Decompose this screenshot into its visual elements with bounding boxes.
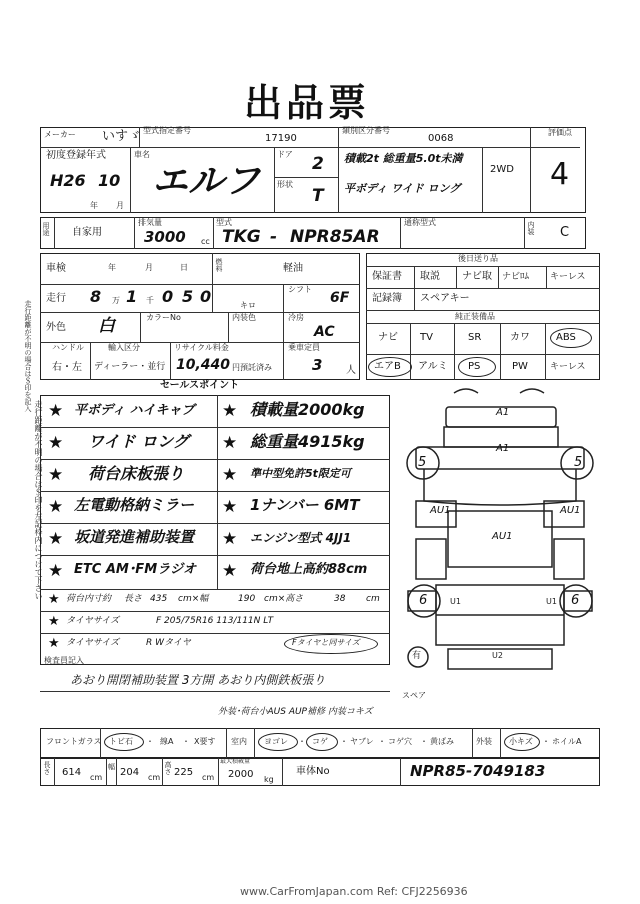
- star-icon: ★: [222, 529, 238, 549]
- color-value: 白: [98, 316, 115, 336]
- star-icon: ★: [48, 636, 60, 651]
- sales-point-right-5: エンジン型式 4JJ1: [250, 531, 352, 545]
- sales-point-right-6: 荷台地上高約88cm: [250, 562, 368, 577]
- fuel-value: 軽油: [283, 263, 303, 274]
- equip-ps: PS: [468, 361, 481, 372]
- damage-mark: 6: [419, 593, 428, 608]
- width-label: 幅: [108, 763, 115, 771]
- star-icon: ★: [222, 433, 238, 453]
- mileage-digit-4: 5: [182, 287, 194, 306]
- recycle-value: 10,440: [176, 357, 231, 373]
- tire-label-front: タイヤサイズ: [66, 616, 120, 626]
- side-note-2: 走行距離が不明の場合は＄印を左記枠内につけて下さい: [34, 400, 43, 600]
- damage-mark: 6: [571, 593, 580, 608]
- separator-dot: ・: [340, 737, 348, 746]
- page-title: 出品票: [244, 80, 371, 125]
- separator-dot: ・: [542, 737, 550, 746]
- side-note: 走行距離が不明の場合は＄印を記入: [24, 300, 32, 412]
- mileage-digit-3: 0: [162, 287, 174, 306]
- first-reg-label: 初度登録年式: [46, 150, 106, 161]
- separator-dot: ・: [420, 737, 428, 746]
- star-icon: ★: [48, 433, 64, 453]
- mileage-unit-man: 万: [112, 296, 120, 305]
- class-no-label: 類別区分番号: [342, 126, 390, 135]
- spec-line-2: 平ボディ ワイド ロング: [344, 182, 461, 195]
- inspection-label: 車検: [46, 263, 66, 274]
- width-value: 204: [120, 767, 140, 778]
- spare-label: スペア: [402, 691, 426, 700]
- chassis-label: 車体No: [296, 766, 330, 777]
- equip-airbag: エアB: [374, 361, 401, 372]
- model-label: 型式: [216, 218, 232, 227]
- sales-point-right-1: 積載量2000kg: [250, 400, 365, 419]
- maker-value: いすゞ: [102, 129, 142, 144]
- maker-label: メーカー: [44, 130, 76, 139]
- shift-label: シフト: [288, 285, 312, 294]
- tire-label-rear: タイヤサイズ: [66, 638, 120, 648]
- load-value: 2000: [228, 769, 254, 780]
- length-label: 長さ: [43, 761, 51, 775]
- star-icon: ★: [222, 401, 238, 421]
- inspection-day: 日: [180, 263, 188, 272]
- car-name-value: エルフ: [152, 161, 261, 202]
- footer-watermark: www.CarFromJapan.com Ref: CFJ2256936: [240, 885, 468, 898]
- bed-unit-1: cm×幅: [178, 594, 209, 604]
- glass-replace: X要す: [194, 737, 216, 746]
- star-icon: ★: [48, 614, 60, 629]
- room-tear: ヤブレ: [350, 737, 374, 746]
- import-label: 輸入区分: [108, 343, 140, 352]
- ac-label: 冷房: [288, 313, 304, 322]
- separator-dot: ・: [146, 737, 154, 746]
- height-label: 高さ: [164, 761, 172, 775]
- color-no-label: カラーNo: [146, 313, 181, 322]
- sales-point-left-1: 平ボディ ハイキャブ: [74, 403, 195, 418]
- inspection-year: 年: [108, 263, 116, 272]
- ac-value: AC: [314, 324, 335, 340]
- width-unit: cm: [148, 773, 161, 782]
- room-yellow: 黄ばみ: [430, 737, 454, 746]
- capacity-unit: 人: [346, 365, 356, 376]
- star-icon: ★: [48, 465, 64, 485]
- fuel-label: 燃料: [215, 258, 223, 272]
- star-icon: ★: [222, 497, 238, 517]
- docs-header: 後日送り品: [458, 254, 498, 263]
- month-unit: 月: [116, 201, 124, 210]
- car-name-label: 車名: [134, 150, 150, 159]
- star-icon: ★: [48, 497, 64, 517]
- displacement-value: 3000: [144, 228, 186, 246]
- grade-label: 評価点: [548, 128, 572, 137]
- bed-len-label: 長さ: [124, 594, 143, 604]
- record-label: 記録簿: [372, 293, 402, 304]
- sales-point-left-4: 左電動格納ミラー: [74, 496, 195, 514]
- star-icon: ★: [48, 561, 64, 581]
- height-unit: cm: [202, 773, 215, 782]
- damage-mark: AU1: [430, 505, 451, 516]
- grade-value: 4: [550, 157, 570, 192]
- mileage-unit-sen: 千: [146, 296, 154, 305]
- drive-value: 2WD: [490, 164, 514, 175]
- sales-point-right-4: 1ナンバー 6MT: [250, 496, 360, 514]
- star-icon: ★: [222, 465, 238, 485]
- ext-scratch: 小キズ: [509, 737, 533, 746]
- capacity-label: 乗車定員: [288, 343, 320, 352]
- room-hole: コゲ穴: [388, 737, 412, 746]
- model-prefix: TKG: [222, 227, 261, 247]
- shape-value: T: [312, 186, 324, 206]
- use-label: 用途: [42, 222, 50, 236]
- height-value: 225: [174, 767, 194, 778]
- separator-dot: ・: [182, 737, 190, 746]
- interior-value: C: [560, 225, 570, 240]
- type-cert-value: 17190: [265, 133, 297, 144]
- bed-prefix: 荷台内寸約: [66, 594, 112, 604]
- model-value: NPR85AR: [290, 227, 380, 247]
- equip-navi: ナビ: [378, 332, 398, 343]
- tire-front-value: F 205/75R16 113/111N LT: [156, 616, 274, 626]
- damage-mark: A1: [496, 443, 510, 454]
- equip-header: 純正装備品: [455, 312, 495, 321]
- damage-mark: U1: [450, 597, 461, 606]
- km-unit: キロ: [240, 301, 256, 310]
- room-burn: コゲ: [312, 737, 328, 746]
- recycle-unit: 円預託済み: [232, 363, 272, 372]
- equip-abs: ABS: [556, 332, 576, 343]
- sales-point-right-3: 準中型免許5t限定可: [250, 467, 351, 480]
- length-value: 614: [62, 767, 82, 778]
- type-cert-label: 型式指定番号: [143, 126, 191, 135]
- equip-leather: カワ: [510, 332, 530, 343]
- damage-mark: A1: [496, 407, 510, 418]
- doc-item-4: キーレス: [550, 272, 586, 282]
- shape-label: 形状: [277, 180, 293, 189]
- damage-mark: AU1: [492, 531, 513, 542]
- recycle-label: リサイクル料金: [174, 343, 229, 352]
- star-icon: ★: [222, 561, 238, 581]
- damage-mark: AU1: [560, 505, 581, 516]
- import-value: ディーラー・並行: [94, 362, 166, 372]
- tire-rear-value: R Wタイヤ: [146, 638, 191, 648]
- equip-alloy: アルミ: [418, 361, 448, 372]
- ext-label: 外装: [476, 737, 492, 746]
- cc-unit: cc: [201, 237, 210, 246]
- doc-item-2: ナビ取: [462, 271, 492, 282]
- length-unit: cm: [90, 773, 103, 782]
- separator-dot: ・: [378, 737, 386, 746]
- model-dash: -: [270, 227, 278, 247]
- door-value: 2: [312, 154, 324, 174]
- damage-mark: U2: [492, 651, 503, 660]
- room-dirt: ヨゴレ: [264, 737, 288, 746]
- damage-mark: 有: [412, 651, 422, 661]
- room-label: 室内: [231, 737, 247, 746]
- spec-line-1: 積載2t 総重量5.0t未満: [344, 152, 463, 165]
- capacity-value: 3: [312, 356, 323, 374]
- glass-chip: トビ石: [109, 737, 133, 746]
- doc-item-0: 保証書: [372, 271, 402, 282]
- sales-header: セールスポイント: [160, 380, 240, 391]
- note-flap: あおり開閉補助装置 3方開 あおり内側鉄板張り: [70, 673, 326, 687]
- ext-wheel: ホイルA: [552, 737, 582, 746]
- handle-value: 右・左: [52, 362, 82, 373]
- equip-pw: PW: [512, 361, 528, 372]
- nickname-label: 通称型式: [404, 218, 436, 227]
- handle-label: ハンドル: [52, 343, 84, 352]
- color-label: 外色: [46, 322, 66, 333]
- damage-mark: 5: [574, 455, 583, 470]
- glass-label: フロントガラス: [46, 737, 102, 746]
- first-reg-month: 10: [98, 171, 121, 190]
- mileage-digit-5: 0: [200, 287, 212, 306]
- chassis-value: NPR85-7049183: [410, 762, 546, 780]
- bed-unit-2: cm×高さ: [264, 594, 304, 604]
- bed-unit-3: cm: [366, 594, 380, 604]
- inspection-month: 月: [145, 263, 153, 272]
- inspector-label: 検査員記入: [44, 656, 84, 665]
- equip-keyless: キーレス: [550, 362, 586, 372]
- load-label: 最大積載量: [220, 758, 251, 765]
- sales-point-left-5: 坂道発進補助装置: [74, 528, 195, 546]
- record-value: スペアキー: [420, 293, 470, 304]
- first-reg-era: H26: [50, 171, 86, 190]
- doc-item-3: ナビﾛﾑ: [502, 272, 530, 282]
- exterior-note: 外装･荷台小AUS AUP補修 内装コキズ: [218, 707, 373, 717]
- interior-label: 内装: [527, 221, 535, 235]
- sales-point-left-6: ETC AM･FMラジオ: [74, 562, 197, 577]
- displacement-label: 排気量: [138, 218, 162, 227]
- equip-sr: SR: [468, 332, 482, 343]
- use-value: 自家用: [72, 227, 102, 238]
- equip-tv: TV: [420, 332, 433, 343]
- star-icon: ★: [48, 529, 64, 549]
- mileage-label: 走行: [46, 293, 66, 304]
- bed-height: 38: [334, 594, 346, 604]
- mileage-digit-2: 1: [126, 287, 138, 306]
- mileage-digit-1: 8: [90, 287, 102, 306]
- sales-point-left-2: ワイド ロング: [88, 432, 189, 451]
- doc-item-1: 取説: [420, 271, 440, 282]
- int-color-label: 内装色: [232, 313, 256, 322]
- tire-same-note: Fタイヤと同サイズ: [292, 638, 360, 647]
- damage-mark: U1: [546, 597, 557, 606]
- load-unit: kg: [264, 775, 274, 784]
- glass-line: 線A: [160, 737, 174, 746]
- year-unit: 年: [90, 201, 98, 210]
- bed-length: 435: [150, 594, 168, 604]
- star-icon: ★: [48, 401, 64, 421]
- shift-value: 6F: [330, 290, 350, 306]
- bed-width: 190: [238, 594, 256, 604]
- sales-point-right-2: 総重量4915kg: [250, 432, 365, 451]
- sales-point-left-3: 荷台床板張り: [88, 464, 185, 483]
- separator-dot: ・: [298, 737, 306, 746]
- damage-mark: 5: [418, 455, 427, 470]
- door-label: ドア: [277, 150, 293, 159]
- class-no-value: 0068: [428, 133, 454, 144]
- star-icon: ★: [48, 592, 60, 607]
